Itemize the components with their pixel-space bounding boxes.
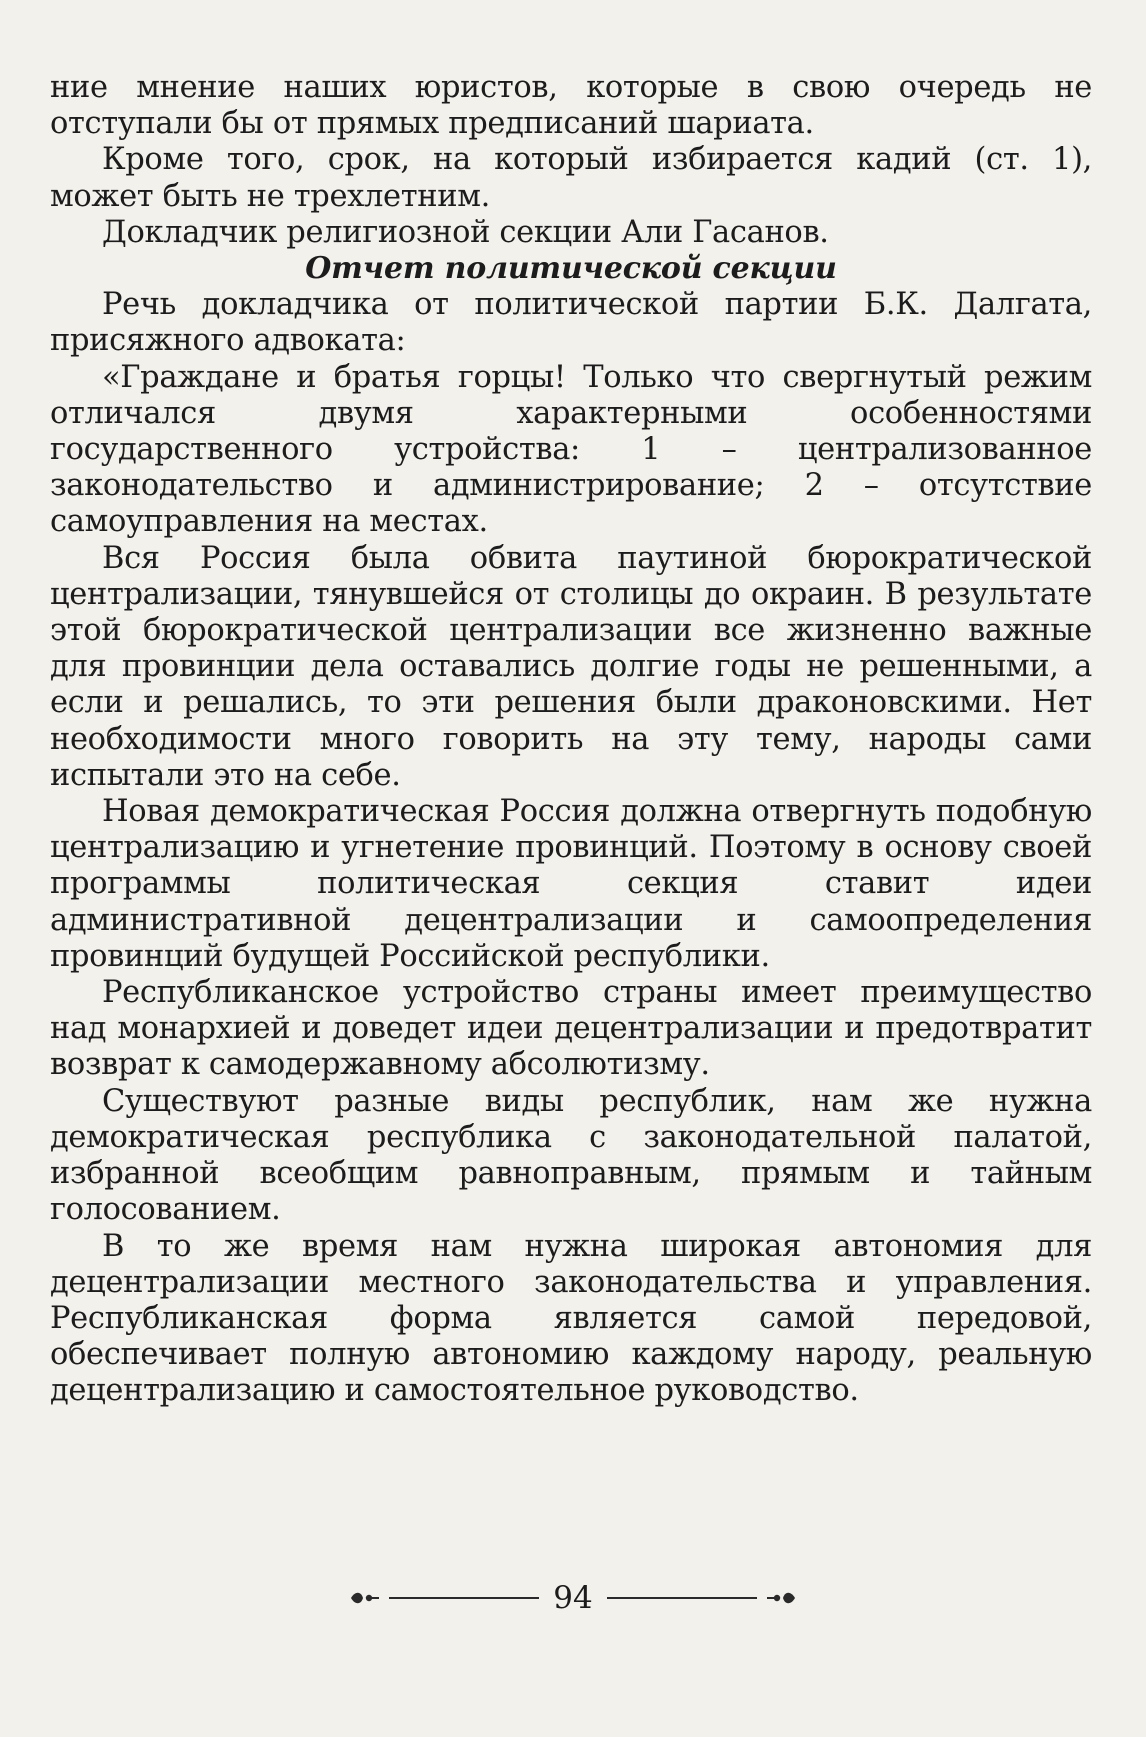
- paragraph: Существуют разные виды республик, нам же нужна демократическая республика с законодательной палатой, избранной всеобщим равноправным, прямым и тайным голосованием.: [50, 1083, 1092, 1228]
- page-footer: [0, 1580, 1146, 1616]
- left-ornament-icon: [349, 1589, 379, 1607]
- paragraph: Республиканское устройство страны имеет преимущество над монархией и доведет идеи децентрализации и предотвратит возврат к самодержавному абсолютизму.: [50, 975, 1092, 1083]
- paragraph: Кроме того, срок, на который избирается кадий (ст. 1), может быть не трехлетним.: [50, 142, 1092, 214]
- paragraph: Речь докладчика от политической партии Б.К. Далгата, присяжного адвоката:: [50, 287, 1092, 359]
- paragraph: «Граждане и братья горцы! Только что свергнутый режим отличался двумя характерными особенностями государственного устройства: 1 – централизованное законодательство и администрирование; 2 – отсутствие самоуправления на местах.: [50, 359, 1092, 540]
- section-title: Отчет политической секции: [305, 251, 837, 287]
- paragraph: Вся Россия была обвита паутиной бюрократической централизации, тянувшейся от столицы до окраин. В результате этой бюрократической централизации все жизненно важные для провинции дела оставались долгие годы не решенными, а если и решались, то эти решения были драконовскими. Нет необходимости много говорить на эту тему, народы сами испытали это на себе.: [50, 540, 1092, 793]
- right-rule: [607, 1597, 757, 1599]
- paragraph-signature: Докладчик религиозной секции Али Гасанов.: [102, 214, 829, 250]
- paragraph: Новая демократическая Россия должна отвергнуть подобную централизацию и угнетение провинций. Поэтому в основу своей программы политическая секция ставит идеи административной децентрализации и самоопределения провинций будущей Российской республики.: [50, 794, 1092, 974]
- right-ornament-icon: [767, 1589, 797, 1607]
- left-rule: [389, 1597, 539, 1599]
- page-number: 94: [553, 1580, 593, 1616]
- page-text: [50, 70, 1092, 1410]
- paragraph: В то же время нам нужна широкая автономия для децентрализации местного законодательства и управления. Республиканская форма является самой передовой, обеспечивает полную автономию каждому народу, реальную децентрализацию и самостоятельное руководство.: [50, 1228, 1092, 1409]
- paragraph-continuation: ние мнение наших юристов, которые в свою очередь не отступали бы от прямых предписаний шариата.: [50, 70, 1092, 142]
